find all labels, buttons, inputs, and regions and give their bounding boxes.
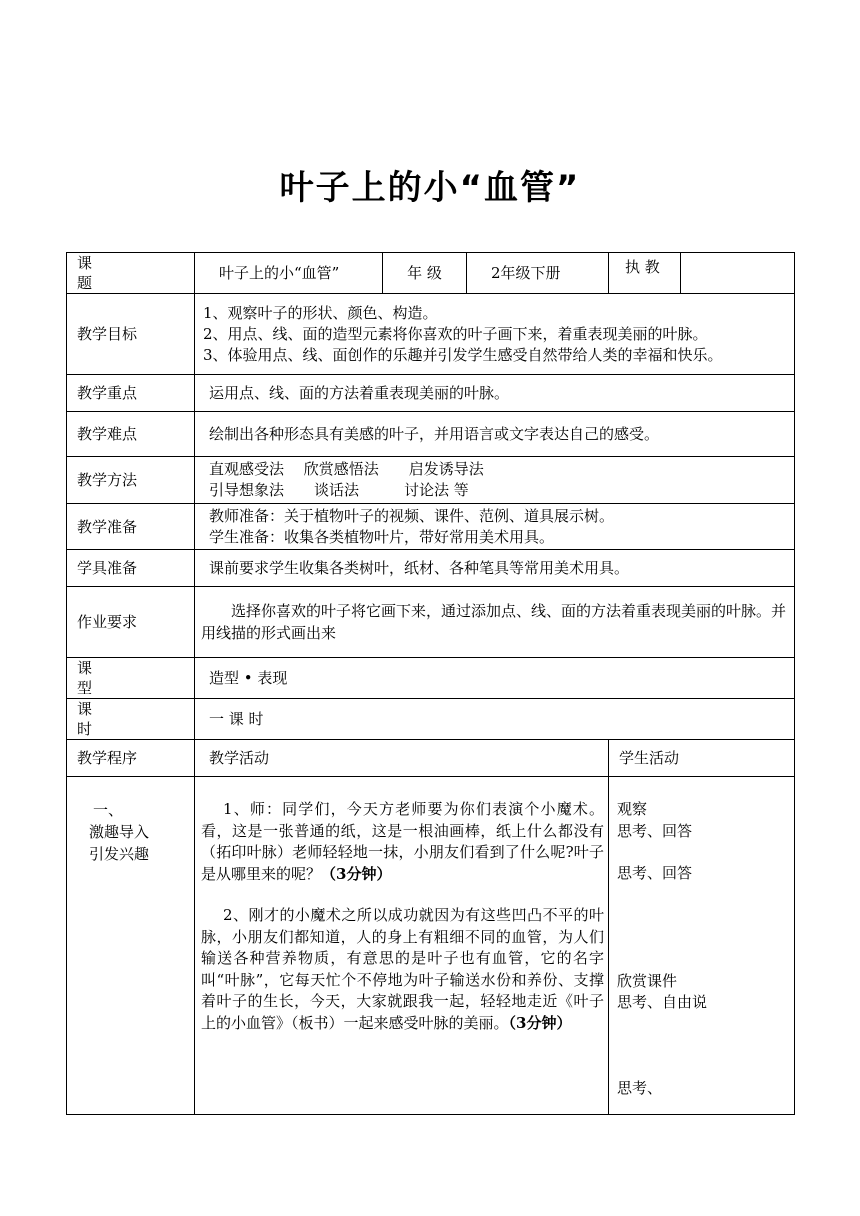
teacher-label: 执 教 — [609, 253, 681, 294]
row-procedure-header — [67, 740, 795, 777]
stage1-paragraph: 2、刚才的小魔术之所以成功就因为有这些凹凸不平的叶脉，小朋友们都知道，人的身上有粗细不同的血管，为人们输送各种营养物质，有意思的是叶子也有血管，它的名字叫“叶脉”，它每天忙个不停地为叶子输送水份和养份、支撑着叶子的生长，今天，大家就跟我一起，轻轻地走近《叶子上的小血管》（板书）一起来感受叶脉的美丽。（3分钟） — [201, 906, 604, 1032]
objective-item: 2、用点、线、面的造型元素将你喜欢的叶子画下来，着重表现美丽的叶脉。 — [203, 324, 708, 343]
objectives-value — [195, 294, 795, 375]
difficulties-value: 绘制出各种形态具有美感的叶子，并用语言或文字表达自己的感受。 — [195, 412, 795, 457]
student-activity-item: 思考、自由说 — [617, 993, 708, 1011]
grade-value: 2年级下册 — [467, 253, 609, 294]
student-activity-item: 思考、 — [617, 1078, 663, 1097]
preparation-value — [195, 504, 795, 550]
lesson-time-label: 课 时 — [67, 699, 195, 740]
row-difficulties — [67, 412, 795, 457]
student-activity-item: 欣赏课件 — [617, 971, 678, 990]
student-activity-header: 学生活动 — [609, 740, 795, 777]
grade-label: 年 级 — [383, 253, 467, 294]
methods-value — [195, 457, 795, 504]
preparation-label: 教学准备 — [67, 504, 195, 550]
teacher-value — [681, 253, 795, 294]
stage1-program-line: 一、 — [93, 801, 124, 819]
preparation-line: 学生准备：收集各类植物叶片，带好常用美术用具。 — [209, 527, 555, 546]
page-title: 叶子上的小“血管” — [279, 168, 581, 208]
methods-label: 教学方法 — [67, 457, 195, 504]
stage1-program-line: 引发兴趣 — [89, 845, 150, 863]
topic-value: 叶子上的小“血管” — [195, 253, 383, 294]
row-lesson-type — [67, 658, 795, 699]
stage1-paragraph: 1、师：同学们，今天方老师要为你们表演个小魔术。看，这是一张普通的纸，这是一根油画棒，纸上什么都没有（拓印叶脉）老师轻轻地一抹，小朋友们看到了什么呢?叶子是从哪里来的呢？（3分钟） — [201, 800, 604, 883]
preparation-line: 教师准备：关于植物叶子的视频、课件、范例、道具展示树。 — [209, 506, 615, 525]
homework-label: 作业要求 — [67, 587, 195, 658]
row-homework — [67, 587, 795, 658]
methods-line: 引导想象法 谈话法 讨论法 等 — [209, 481, 469, 499]
row-preparation — [67, 504, 795, 550]
row-stage1 — [67, 777, 795, 1115]
methods-line: 直观感受法 欣赏感悟法 启发诱导法 — [209, 460, 484, 478]
time-note: （3分钟） — [508, 1013, 572, 1032]
lesson-type-value: 造型 • 表现 — [195, 658, 795, 699]
tools-value: 课前要求学生收集各类树叶，纸材、各种笔具等常用美术用具。 — [195, 550, 795, 587]
student-activity-item: 思考、回答 — [617, 864, 693, 882]
row-tools — [67, 550, 795, 587]
stage1-program-line: 激趣导入 — [89, 823, 150, 841]
key-points-label: 教学重点 — [67, 375, 195, 412]
stage1-program — [67, 777, 195, 1115]
lesson-plan-table — [66, 252, 795, 1115]
objective-item: 1、观察叶子的形状、颜色、构造。 — [203, 303, 438, 322]
topic-label: 课 题 — [67, 253, 195, 294]
teacher-activity-header: 教学活动 — [195, 740, 609, 777]
lesson-time-value: 一 课 时 — [195, 699, 795, 740]
objective-item: 3、体验用点、线、面创作的乐趣并引发学生感受自然带给人类的幸福和快乐。 — [203, 345, 723, 364]
time-note: （3分钟） — [321, 864, 392, 883]
lesson-type-label: 课 型 — [67, 658, 195, 699]
row-objectives — [67, 294, 795, 375]
row-topic — [67, 253, 795, 294]
key-points-value: 运用点、线、面的方法着重表现美丽的叶脉。 — [195, 375, 795, 412]
row-lesson-time — [67, 699, 795, 740]
homework-value: 选择你喜欢的叶子将它画下来，通过添加点、线、面的方法着重表现美丽的叶脉。并用线描的形式画出来 — [195, 587, 795, 658]
difficulties-label: 教学难点 — [67, 412, 195, 457]
row-key-points — [67, 375, 795, 412]
objectives-label: 教学目标 — [67, 294, 195, 375]
student-activity-item: 观察 — [617, 800, 648, 818]
stage1-teacher-activity — [195, 777, 609, 1115]
tools-label: 学具准备 — [67, 550, 195, 587]
row-methods — [67, 457, 795, 504]
stage1-student-activity — [609, 777, 795, 1115]
program-header: 教学程序 — [67, 740, 195, 777]
student-activity-item: 思考、回答 — [617, 821, 693, 840]
